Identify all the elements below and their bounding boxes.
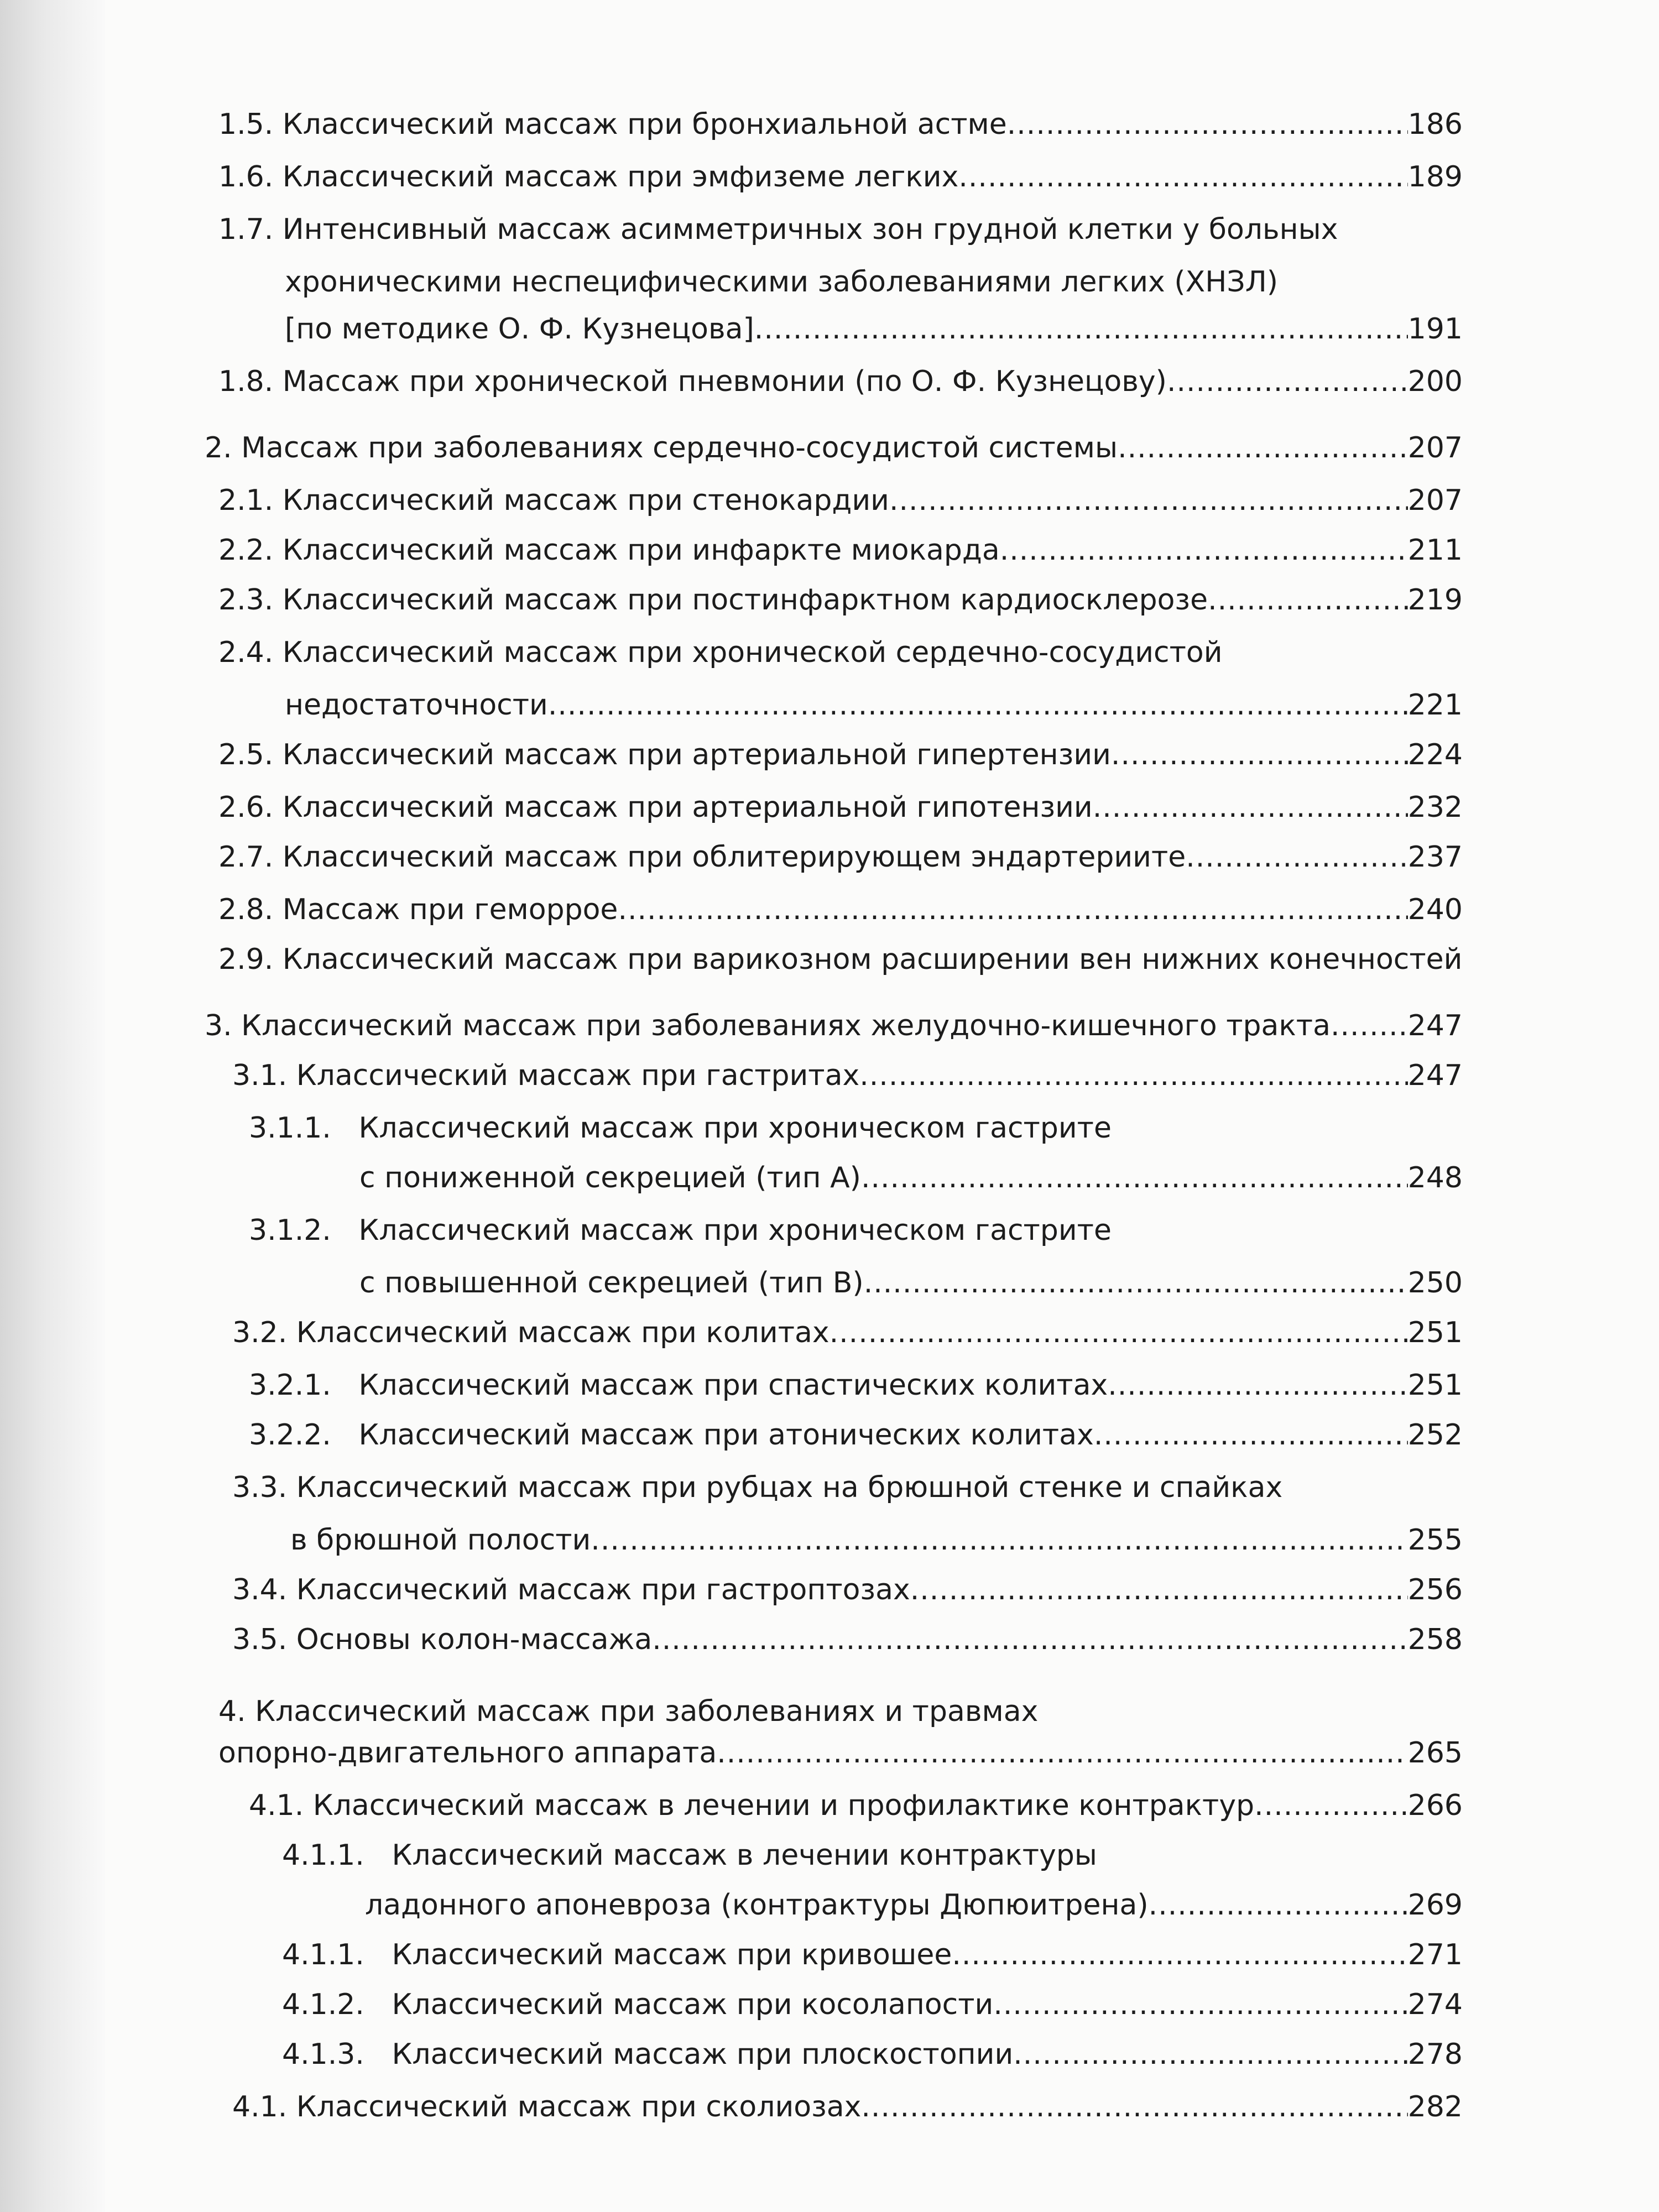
toc-number: 3.5. — [232, 1623, 288, 1656]
toc-entry-continuation — [218, 1736, 1463, 1775]
toc-entry-continuation — [285, 312, 1463, 351]
toc-page-number: 221 — [1407, 688, 1463, 722]
toc-title: хроническими неспецифическими заболеваниями легких (ХНЗЛ) — [285, 265, 1279, 299]
toc-leader — [859, 1059, 1408, 1092]
toc-title: в брюшной полости — [290, 1524, 591, 1557]
toc-page-number: 247 — [1407, 1059, 1463, 1092]
toc-leader — [958, 160, 1407, 194]
toc-entry-continuation — [359, 1161, 1463, 1200]
toc-leader — [1208, 583, 1408, 617]
toc-page-number: 251 — [1407, 1316, 1463, 1349]
toc-title: Классический массаж при хроническом гастрите — [358, 1112, 1112, 1145]
toc-number: 3. — [205, 1009, 232, 1042]
toc-entry — [232, 1573, 1463, 1612]
toc-section — [205, 431, 1463, 470]
toc-leader — [910, 1573, 1408, 1606]
toc-title: Классический массаж при гастритах — [296, 1059, 860, 1092]
toc-number: 4.1. — [249, 1789, 304, 1822]
toc-number: 1.6. — [218, 160, 274, 194]
toc-entry — [232, 1623, 1463, 1662]
toc-title: Классический массаж при колитах — [296, 1316, 830, 1349]
toc-leader — [1108, 1369, 1408, 1402]
toc-title: Классический массаж при инфаркте миокарда — [282, 534, 1000, 567]
toc-page-number: 219 — [1407, 583, 1463, 617]
toc-page-number: 224 — [1407, 738, 1463, 771]
toc-title: ладонного апоневроза (контрактуры Дюпюитрена) — [365, 1888, 1149, 1922]
toc-leader — [1149, 1888, 1408, 1922]
toc-leader — [652, 1623, 1408, 1656]
toc-number: 3.1. — [232, 1059, 288, 1092]
toc-number: 3.1.2. — [249, 1214, 331, 1247]
toc-page-number: 237 — [1407, 841, 1463, 874]
toc-title: Классический массаж при атонических колитах — [358, 1418, 1094, 1452]
toc-leader — [830, 1316, 1408, 1349]
toc-title: с повышенной секрецией (тип В) — [359, 1266, 864, 1300]
toc-leader — [864, 1266, 1408, 1300]
toc-subentry — [249, 1369, 1463, 1407]
toc-page-number: 274 — [1407, 1988, 1463, 2021]
toc-entry — [218, 841, 1463, 879]
toc-entry-continuation — [285, 265, 1463, 304]
toc-leader — [993, 1988, 1407, 2021]
toc-number: 2.8. — [218, 893, 274, 926]
toc-page-number: 252 — [1407, 1418, 1463, 1452]
toc-title: Классический массаж в лечении и профилактике контрактур — [312, 1789, 1255, 1822]
toc-entry — [218, 943, 1463, 982]
toc-page-number: 189 — [1407, 160, 1463, 194]
toc-number: 2.7. — [218, 841, 274, 874]
toc-title: Классический массаж при хронической сердечно-сосудистой — [282, 636, 1223, 669]
toc-number: 2.9. — [218, 943, 274, 976]
toc-leader — [1093, 791, 1408, 824]
toc-title: с пониженной секрецией (тип А) — [359, 1161, 861, 1194]
toc-page-number: 269 — [1407, 1888, 1463, 1922]
toc-leader — [1111, 738, 1408, 771]
toc-leader — [1254, 1789, 1408, 1822]
toc-leader — [1094, 1418, 1408, 1452]
toc-page-number: 211 — [1407, 534, 1463, 567]
toc-title: Классический массаж при хроническом гастрите — [358, 1214, 1112, 1247]
toc-page-number: 258 — [1407, 1623, 1463, 1656]
toc-title: недостаточности — [285, 688, 548, 722]
toc-leader — [548, 688, 1408, 722]
toc-title: Массаж при геморрое — [282, 893, 618, 926]
toc-leader — [861, 2090, 1407, 2124]
toc-page-number: 255 — [1407, 1524, 1463, 1557]
toc-number: 4.1.1. — [282, 1839, 364, 1872]
toc-title: Массаж при хронической пневмонии (по О. Ф. Кузнецову) — [282, 365, 1167, 398]
toc-entry-continuation — [285, 688, 1463, 727]
toc-page-number: 278 — [1407, 2038, 1463, 2071]
toc-entry — [218, 484, 1463, 523]
toc-page-number: 240 — [1407, 893, 1463, 926]
toc-entry — [218, 365, 1463, 404]
toc-page-number: 251 — [1407, 1369, 1463, 1402]
toc-title: опорно-двигательного аппарата — [218, 1736, 717, 1770]
toc-page-number: 265 — [1407, 1736, 1463, 1770]
toc-entry — [218, 108, 1463, 147]
toc-number: 4.1.1. — [282, 1938, 364, 1971]
toc-title: Массаж при заболеваниях сердечно-сосудистой системы — [241, 431, 1118, 465]
toc-leader — [889, 484, 1408, 517]
toc-entry — [218, 791, 1463, 830]
toc-number: 4. — [218, 1695, 246, 1728]
toc-page-number: 271 — [1407, 1938, 1463, 1971]
toc-title: Классический массаж при плоскостопии — [392, 2038, 1014, 2071]
toc-page-number: 256 — [1407, 1573, 1463, 1606]
toc-number: 1.7. — [218, 213, 274, 246]
toc-entry-continuation — [290, 1524, 1463, 1562]
toc-number: 2.2. — [218, 534, 274, 567]
toc-entry — [249, 1789, 1463, 1828]
toc-title: Классический массаж при артериальной гипотензии — [282, 791, 1093, 824]
toc-title: Классический массаж в лечении контрактуры — [392, 1839, 1097, 1872]
toc-leader — [1007, 108, 1408, 141]
toc-number: 2. — [205, 431, 232, 465]
toc-number: 2.5. — [218, 738, 274, 771]
toc-page-number — [1462, 943, 1463, 976]
toc-page-number: 200 — [1407, 365, 1463, 398]
toc-page-number: 250 — [1407, 1266, 1463, 1300]
toc-number: 3.2.1. — [249, 1369, 331, 1402]
toc-title: Основы колон-массажа — [296, 1623, 653, 1656]
toc-entry — [232, 1316, 1463, 1355]
toc-leader — [1331, 1009, 1408, 1042]
toc-number: 4.1. — [232, 2090, 288, 2124]
toc-page-number: 266 — [1407, 1789, 1463, 1822]
toc-leader — [1013, 2038, 1407, 2071]
toc-title: Классический массаж при спастических колитах — [358, 1369, 1108, 1402]
toc-page-number: 207 — [1407, 484, 1463, 517]
toc-page-number: 282 — [1407, 2090, 1463, 2124]
toc-entry — [218, 636, 1463, 675]
toc-number: 2.4. — [218, 636, 274, 669]
toc-title: Классический массаж при бронхиальной астме — [282, 108, 1007, 141]
toc-subentry — [282, 2038, 1463, 2077]
toc-leader — [1118, 431, 1408, 465]
toc-subentry — [249, 1418, 1463, 1457]
toc-title: Классический массаж при кривошее — [392, 1938, 952, 1971]
toc-title: Классический массаж при гастроптозах — [296, 1573, 910, 1606]
toc-leader — [618, 893, 1407, 926]
toc-section — [218, 1695, 1463, 1734]
toc-number: 3.1.1. — [249, 1112, 331, 1145]
toc-leader — [591, 1524, 1407, 1557]
toc-leader — [1000, 534, 1408, 567]
toc-title: Классический массаж при косолапости — [392, 1988, 994, 2021]
toc-number: 2.3. — [218, 583, 274, 617]
toc-page-number: 247 — [1407, 1009, 1463, 1042]
toc-title: Классический массаж при облитерирующем эндартериите — [282, 841, 1186, 874]
toc-number: 3.3. — [232, 1471, 288, 1504]
toc-subentry — [282, 1839, 1463, 1877]
toc-subentry — [249, 1214, 1463, 1253]
toc-title: Интенсивный массаж асимметричных зон грудной клетки у больных — [282, 213, 1338, 246]
toc-leader — [861, 1161, 1408, 1194]
toc-entry — [218, 160, 1463, 199]
toc-title: Классический массаж при постинфарктном кардиосклерозе — [282, 583, 1208, 617]
toc-entry — [232, 1059, 1463, 1098]
toc-number: 2.6. — [218, 791, 274, 824]
toc-leader — [717, 1736, 1408, 1770]
toc-number: 3.4. — [232, 1573, 288, 1606]
toc-subentry — [249, 1112, 1463, 1150]
toc-number: 4.1.2. — [282, 1988, 364, 2021]
toc-entry — [218, 213, 1463, 252]
toc-title: [по методике О. Ф. Кузнецова] — [285, 312, 754, 346]
toc-title: Классический массаж при эмфиземе легких — [282, 160, 959, 194]
toc-entry — [218, 738, 1463, 777]
toc-title: Классический массаж при артериальной гипертензии — [282, 738, 1111, 771]
toc-page-number: 248 — [1407, 1161, 1463, 1194]
toc-entry — [232, 1471, 1463, 1510]
toc-page-number: 207 — [1407, 431, 1463, 465]
toc-number: 3.2. — [232, 1316, 288, 1349]
toc-entry — [218, 583, 1463, 622]
toc-entry — [218, 534, 1463, 572]
toc-entry — [218, 893, 1463, 932]
toc-number: 2.1. — [218, 484, 274, 517]
toc-title: Классический массаж при варикозном расширении вен нижних конечностей — [282, 943, 1463, 976]
toc-number: 4.1.3. — [282, 2038, 364, 2071]
toc-title: Классический массаж при сколиозах — [296, 2090, 862, 2124]
toc-title: Классический массаж при стенокардии — [282, 484, 889, 517]
toc-page-number: 186 — [1407, 108, 1463, 141]
toc-title: Классический массаж при заболеваниях и травмах — [255, 1695, 1039, 1728]
toc-section — [205, 1009, 1463, 1048]
toc-number: 3.2.2. — [249, 1418, 331, 1452]
toc-entry-continuation — [359, 1266, 1463, 1305]
toc-leader — [1186, 841, 1407, 874]
toc-entry — [232, 2090, 1463, 2129]
toc-page-number: 191 — [1407, 312, 1463, 346]
toc-leader — [1167, 365, 1408, 398]
toc-subentry — [282, 1938, 1463, 1977]
toc-leader — [952, 1938, 1407, 1971]
toc-title: Классический массаж при заболеваниях желудочно-кишечного тракта — [241, 1009, 1331, 1042]
toc-number: 1.8. — [218, 365, 274, 398]
toc-number: 1.5. — [218, 108, 274, 141]
toc-subentry — [282, 1988, 1463, 2027]
toc-entry-continuation — [365, 1888, 1463, 1927]
toc-page-number: 232 — [1407, 791, 1463, 824]
toc-leader — [754, 312, 1408, 346]
toc-title: Классический массаж при рубцах на брюшной стенке и спайках — [296, 1471, 1283, 1504]
